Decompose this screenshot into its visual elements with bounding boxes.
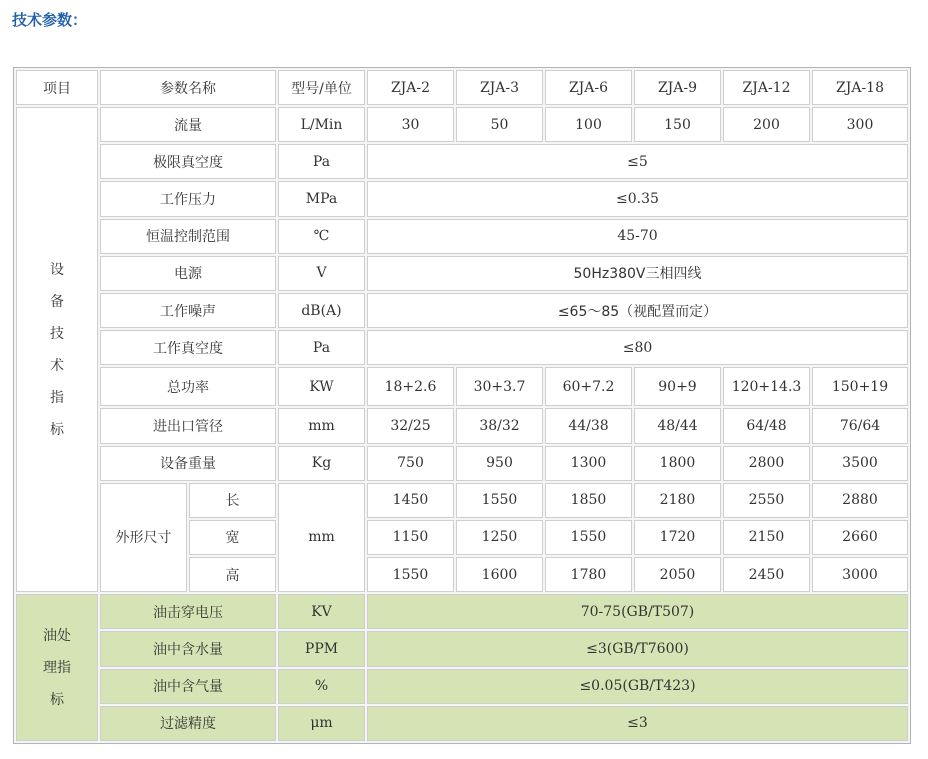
param-value: 2660: [812, 520, 908, 555]
table-row: [16, 594, 908, 629]
param-value: 2450: [723, 557, 810, 592]
param-value: ≤3: [367, 706, 908, 741]
header-item: 项目: [16, 70, 98, 105]
table-row: [16, 181, 908, 216]
param-name: 极限真空度: [100, 144, 276, 179]
header-model: ZJA-18: [812, 70, 908, 105]
param-value: 3000: [812, 557, 908, 592]
param-value: ≤0.05(GB/T423): [367, 669, 908, 704]
param-unit: Pa: [278, 330, 365, 365]
param-unit: V: [278, 256, 365, 291]
param-value: 750: [367, 446, 454, 481]
param-name: 流量: [100, 107, 276, 142]
param-value: 1800: [634, 446, 721, 481]
param-unit: mm: [278, 483, 365, 592]
param-name: 总功率: [100, 367, 276, 406]
table-row: [16, 446, 908, 481]
param-unit: Pa: [278, 144, 365, 179]
param-value: 44/38: [545, 408, 632, 443]
dimension-label: 高: [189, 557, 276, 592]
table-row: [16, 219, 908, 254]
param-value: 2550: [723, 483, 810, 518]
dimension-label: 长: [189, 483, 276, 518]
table-row: [16, 256, 908, 291]
header-model-unit: 型号/单位: [278, 70, 365, 105]
param-value: 1450: [367, 483, 454, 518]
param-value: ≤65～85（视配置而定）: [367, 293, 908, 328]
param-value: 38/32: [456, 408, 543, 443]
param-value: ≤80: [367, 330, 908, 365]
page-title: 技术参数：: [12, 11, 88, 29]
param-unit: dB(A): [278, 293, 365, 328]
param-name: 外形尺寸: [100, 483, 187, 592]
param-name: 过滤精度: [100, 706, 276, 741]
param-value: 30: [367, 107, 454, 142]
table-row: [16, 293, 908, 328]
table-row: [16, 144, 908, 179]
param-name: 恒温控制范围: [100, 219, 276, 254]
param-name: 工作噪声: [100, 293, 276, 328]
table-row: [16, 669, 908, 704]
spec-table: [13, 67, 911, 744]
param-value: 2180: [634, 483, 721, 518]
param-value: 1150: [367, 520, 454, 555]
param-value: 120+14.3: [723, 367, 810, 406]
param-value: 950: [456, 446, 543, 481]
param-value: 200: [723, 107, 810, 142]
param-unit: MPa: [278, 181, 365, 216]
param-value: 1850: [545, 483, 632, 518]
param-value: ≤3(GB/T7600): [367, 631, 908, 666]
param-value: 1550: [367, 557, 454, 592]
param-unit: L/Min: [278, 107, 365, 142]
header-model: ZJA-3: [456, 70, 543, 105]
param-value: 1600: [456, 557, 543, 592]
param-value: 32/25: [367, 408, 454, 443]
param-unit: ℃: [278, 219, 365, 254]
param-name: 电源: [100, 256, 276, 291]
param-name: 工作压力: [100, 181, 276, 216]
param-unit: KV: [278, 594, 365, 629]
param-value: 45-70: [367, 219, 908, 254]
param-value: 90+9: [634, 367, 721, 406]
param-value: 2800: [723, 446, 810, 481]
header-model: ZJA-9: [634, 70, 721, 105]
param-unit: μm: [278, 706, 365, 741]
param-unit: %: [278, 669, 365, 704]
table-row: [16, 631, 908, 666]
param-value: 2880: [812, 483, 908, 518]
param-value: 100: [545, 107, 632, 142]
param-value: 300: [812, 107, 908, 142]
param-name: 油击穿电压: [100, 594, 276, 629]
param-value: 1780: [545, 557, 632, 592]
param-value: 1550: [456, 483, 543, 518]
header-model: ZJA-2: [367, 70, 454, 105]
param-name: 进出口管径: [100, 408, 276, 443]
table-row: [16, 706, 908, 741]
param-value: 1550: [545, 520, 632, 555]
param-value: 150+19: [812, 367, 908, 406]
param-value: 150: [634, 107, 721, 142]
param-value: 30+3.7: [456, 367, 543, 406]
param-value: 18+2.6: [367, 367, 454, 406]
table-row: [16, 367, 908, 406]
header-model: ZJA-6: [545, 70, 632, 105]
group-label-equipment: 设 备 技 术 指 标: [16, 107, 98, 592]
header-model: ZJA-12: [723, 70, 810, 105]
table-row: [16, 330, 908, 365]
param-value: 70-75(GB/T507): [367, 594, 908, 629]
param-unit: mm: [278, 408, 365, 443]
table-row: [16, 408, 908, 443]
table-row: [16, 107, 908, 142]
param-value: 48/44: [634, 408, 721, 443]
param-value: 2150: [723, 520, 810, 555]
param-name: 工作真空度: [100, 330, 276, 365]
param-value: 60+7.2: [545, 367, 632, 406]
param-value: 1720: [634, 520, 721, 555]
param-name: 油中含水量: [100, 631, 276, 666]
param-value: 3500: [812, 446, 908, 481]
group-label-oil: 油处 理指 标: [16, 594, 98, 741]
param-name: 油中含气量: [100, 669, 276, 704]
param-value: ≤5: [367, 144, 908, 179]
dimension-label: 宽: [189, 520, 276, 555]
param-value: 64/48: [723, 408, 810, 443]
param-unit: KW: [278, 367, 365, 406]
table-row: [16, 483, 908, 518]
param-unit: PPM: [278, 631, 365, 666]
param-unit: Kg: [278, 446, 365, 481]
param-value: ≤0.35: [367, 181, 908, 216]
header-row: [16, 70, 908, 105]
param-value: 2050: [634, 557, 721, 592]
param-value: 1300: [545, 446, 632, 481]
param-value: 50Hz380V三相四线: [367, 256, 908, 291]
param-value: 76/64: [812, 408, 908, 443]
header-param-name: 参数名称: [100, 70, 276, 105]
param-name: 设备重量: [100, 446, 276, 481]
param-value: 50: [456, 107, 543, 142]
param-value: 1250: [456, 520, 543, 555]
